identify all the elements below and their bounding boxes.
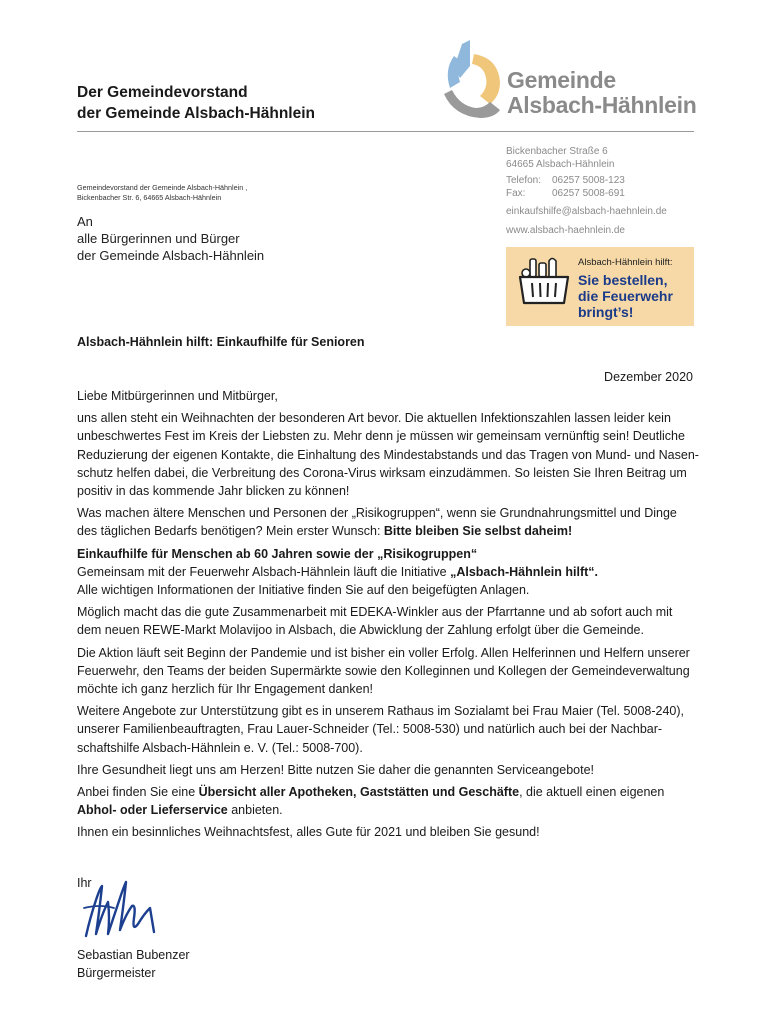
promo-tagline: Alsbach-Hähnlein hilft: (578, 257, 673, 268)
body-line: Ihnen ein besinnliches Weihnachtsfest, alles Gute für 2021 und bleiben Sie gesund! (77, 825, 540, 840)
promo-box (506, 247, 694, 326)
contact-website[interactable]: www.alsbach-haehnlein.de (506, 225, 625, 236)
return-address-line-2: Bickenbacher Str. 6, 64665 Alsbach-Hähnlein (77, 193, 222, 202)
sender-line-2: der Gemeinde Alsbach-Hähnlein (77, 105, 316, 122)
body-line: Alle wichtigen Informationen der Initiative finden Sie auf den beigefügten Anlagen. (77, 583, 530, 598)
phone-number: 06257 5008-123 (552, 175, 625, 186)
return-address-line-1: Gemeindevorstand der Gemeinde Alsbach-Hähnlein , (77, 183, 248, 192)
letter-body (77, 387, 697, 846)
phone-label: Telefon: (506, 175, 542, 186)
body-line: schutz helfen dabei, die Verbreitung des Corona-Virus wirksam einzudämmen. So leisten Sie Ihren Beitrag um (77, 465, 687, 480)
paragraph-thanks (77, 644, 697, 699)
body-emphasis: Abhol- oder Lieferservice (77, 803, 228, 818)
paragraph-initiative (77, 545, 697, 600)
body-line: Möglich macht das die gute Zusammenarbeit mit EDEKA-Winkler aus der Pfarrtanne und ab sofort auch mit (77, 605, 673, 620)
logo-text (507, 68, 696, 118)
logo-line-1: Gemeinde (507, 67, 616, 93)
promo-line-3: bringt’s! (578, 304, 634, 320)
body-text: anbieten. (227, 803, 283, 818)
paragraph-intro (77, 409, 697, 500)
contact-street: Bickenbacher Straße 6 (506, 146, 608, 157)
fax-label: Fax: (506, 188, 526, 199)
body-emphasis: Übersicht aller Apotheken, Gaststätten und Geschäfte (198, 785, 520, 800)
body-text: des täglichen Bedarfs benötigen? Mein erster Wunsch: (77, 524, 384, 539)
signer-name: Sebastian Bubenzer (77, 948, 190, 962)
paragraph-health (77, 761, 697, 779)
paragraph-offers (77, 702, 697, 757)
shopping-basket-icon (516, 253, 572, 309)
recipient-line-3: der Gemeinde Alsbach-Hähnlein (77, 248, 265, 263)
body-text: Gemeinsam mit der Feuerwehr Alsbach-Hähnlein läuft die Initiative (77, 564, 451, 579)
salutation: Liebe Mitbürgerinnen und Mitbürger, (77, 389, 278, 403)
body-line: uns allen steht ein Weihnachten der besonderen Art bevor. Die aktuellen Infektionszahlen lassen leider kein (77, 411, 671, 426)
body-line: dem neuen REWE-Markt Molavijoo in Alsbach, die Abwicklung der Zahlung erfolgt über die Gemeinde. (77, 623, 644, 638)
contact-address (506, 145, 614, 171)
promo-line-2: die Feuerwehr (578, 288, 673, 304)
closing: Ihr (77, 876, 92, 890)
sender-line-1: Der Gemeindevorstand (77, 84, 248, 101)
body-text: Anbei finden Sie eine (77, 785, 199, 800)
body-line: unserer Familienbeauftragten, Frau Lauer-Schneider (Tel.: 5008-530) und natürlich auch bei der Nachbar- (77, 722, 663, 737)
fax-number: 06257 5008-691 (552, 188, 625, 199)
section-heading: Einkaufhilfe für Menschen ab 60 Jahren sowie der „Risikogruppen“ (77, 546, 478, 561)
return-address (77, 183, 247, 203)
signature-icon (80, 878, 160, 943)
body-line: Feuerwehr, den Teams der beiden Supermärkte sowie den Kolleginnen und Kollegen der Gemeindeverwaltung (77, 663, 690, 678)
body-line: unbeschwertes Fest im Kreis der Liebsten zu. Mehr denn je müssen wir gemeinsam vernünftig sein! Deutliche (77, 429, 685, 444)
contact-email[interactable]: einkaufshilfe@alsbach-haehnlein.de (506, 206, 667, 217)
promo-headline (578, 272, 673, 320)
paragraph-partners (77, 603, 697, 639)
signer-title: Bürgermeister (77, 966, 156, 980)
logo-line-2: Alsbach-Hähnlein (507, 92, 697, 118)
body-line: schaftshilfe Alsbach-Hähnlein e. V. (Tel.: 5008-700). (77, 740, 363, 755)
recipient-address (77, 213, 264, 264)
paragraph-wish (77, 504, 697, 540)
recipient-line-1: An (77, 214, 93, 229)
paragraph-greeting (77, 823, 697, 841)
body-emphasis: Bitte bleiben Sie selbst daheim! (383, 524, 573, 539)
header-divider (77, 131, 694, 132)
municipality-logo-icon (440, 38, 502, 122)
body-line: positiv in das kommende Jahr blicken zu können! (77, 484, 350, 499)
body-line: Die Aktion läuft seit Beginn der Pandemie und ist bisher ein voller Erfolg. Allen Helferinnen und Helfern unserer (77, 645, 690, 660)
body-emphasis: „Alsbach-Hähnlein hilft“. (450, 564, 599, 579)
letter-subject: Alsbach-Hähnlein hilft: Einkaufhilfe für Senioren (77, 335, 365, 349)
signer-block (77, 946, 190, 982)
sender-title (77, 82, 407, 124)
body-line: Weitere Angebote zur Unterstützung gibt es in unserem Rathaus im Sozialamt bei Frau Maier (Tel. 5008-240), (77, 704, 685, 719)
body-line: Ihre Gesundheit liegt uns am Herzen! Bitte nutzen Sie daher die genannten Serviceangebote! (77, 762, 595, 777)
contact-phone-fax (506, 174, 625, 200)
body-line: möchte ich ganz herzlich für Ihr Engagement danken! (77, 682, 374, 697)
body-line: Reduzierung der eigenen Kontakte, die Einhaltung des Mindestabstands und das Tragen von Mund- und Nasen- (77, 447, 699, 462)
promo-line-1: Sie bestellen, (578, 272, 668, 288)
letter-date: Dezember 2020 (604, 370, 693, 384)
contact-city: 64665 Alsbach-Hähnlein (506, 159, 615, 170)
body-text: , die aktuell einen eigenen (519, 785, 665, 800)
recipient-line-2: alle Bürgerinnen und Bürger (77, 231, 240, 246)
paragraph-attachment (77, 783, 697, 819)
body-line: Was machen ältere Menschen und Personen der „Risikogruppen“, wenn sie Grundnahrungsmittel und Dinge (77, 506, 677, 521)
